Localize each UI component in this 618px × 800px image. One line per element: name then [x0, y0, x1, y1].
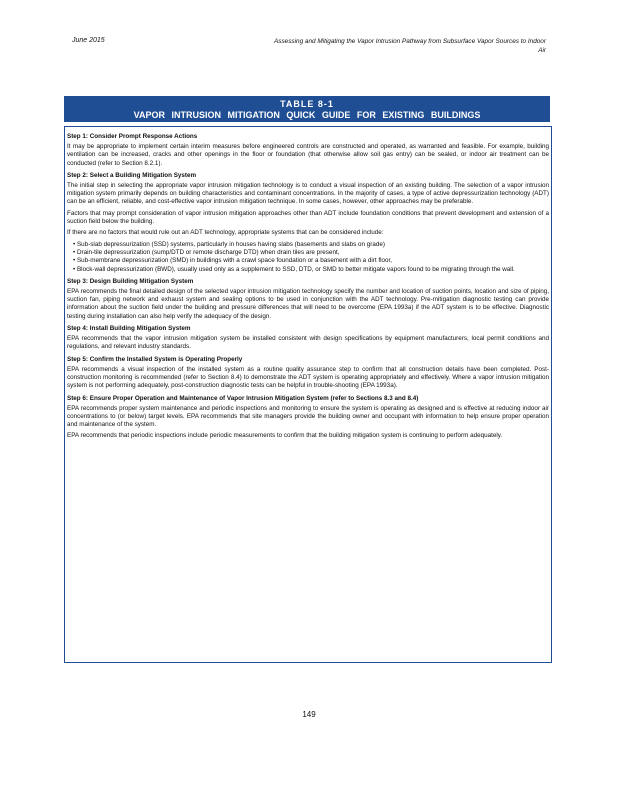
table-title-bar [64, 96, 550, 122]
list-item: • Block-wall depressurization (BWD), usually used only as a supplement to SSD, DTD, or SMD to better mitigate vapors found to be migrating through the wall. [73, 266, 549, 274]
step-5-paragraph: EPA recommends a visual inspection of the installed system as a routine quality assurance step to confirm that all construction details have been completed. Post-construction monitoring is recommended (refer to Section 8.4) to demonstrate the ADT system is operating appropriately and effectively. Where a vapor intrusion mitigation system is not performing adequately, post-construction diagnostic tests can be helpful in trouble-shooting (EPA 1993a). [67, 365, 549, 390]
list-item: • Sub-slab depressurization (SSD) systems, particularly in houses having slabs (basements and slabs on grade) [73, 241, 549, 249]
table-title: VAPOR INTRUSION MITIGATION QUICK GUIDE FOR EXISTING BUILDINGS [133, 110, 481, 120]
page-number: 149 [302, 710, 316, 719]
step-1-heading: Step 1: Consider Prompt Response Actions [67, 133, 198, 140]
step-4-paragraph: EPA recommends that the vapor intrusion mitigation system be installed consistent with design specifications by equipment manufacturers, local permit conditions and regulations, and relevant industry standards. [67, 335, 549, 351]
step-3-heading: Step 3: Design Building Mitigation System [67, 277, 194, 285]
step-6-paragraph-2: EPA recommends that periodic inspections include periodic measurements to confirm that the building mitigation system is continuing to perform adequately. [67, 432, 503, 440]
adt-systems-list [67, 241, 549, 274]
step-6-heading: Step 6: Ensure Proper Operation and Maintenance of Vapor Intrusion Mitigation System (refer to Sections 8.3 and 8.4) [67, 394, 419, 402]
step-3-paragraph: EPA recommends the final detailed design of the selected vapor intrusion mitigation technology specify the number and location of suction points, location and size of piping, suction fan, piping network and exhaust system and sealing options to be used in conjunction with the ADT technology. Pre-mitigation diagnostic testing can provide information about the suction field under the building and pressure differences that will need to be overcome (EPA 1993a) if the ADT system is to be effective. Diagnostic testing during installation can also help verify the adequacy of the design. [67, 287, 549, 320]
header-date: June 2015 [72, 37, 105, 44]
step-4-heading: Step 4: Install Building Mitigation System [67, 325, 191, 333]
step-2-paragraph-1: The initial step in selecting the appropriate vapor intrusion mitigation technology is to conduct a visual inspection of an existing building. The selection of a vapor intrusion mitigation system primarily depends on building characteristics and contaminant concentrations. In the majority of cases, a type of active depressurization technology (ADT) can be an efficient, reliable, and cost-effective vapor intrusion mitigation technique. In some cases, however, other approaches may be preferable. [67, 181, 549, 206]
step-2-heading: Step 2: Select a Building Mitigation System [67, 171, 197, 179]
list-item: • Sub-membrane depressurization (SMD) in buildings with a crawl space foundation or a basement with a dirt floor, [73, 257, 549, 265]
table-content [64, 126, 552, 663]
step-2-paragraph-2: Factors that may prompt consideration of vapor intrusion mitigation approaches other than ADT include foundation conditions that prevent development and extension of a suction field below the building. [67, 209, 549, 226]
list-item: • Drain-tile depressurization (sump/DTD or remote discharge DTD) when drain tiles are present, [73, 249, 549, 257]
quick-guide-table [64, 96, 550, 662]
step-6-paragraph-1: EPA recommends proper system maintenance and periodic inspections and monitoring to ensure the system is operating as designed and is effective at reducing indoor air concentrations to (or below) target levels. EPA recommends that site managers provide the building owner and occupant with information to help ensure proper operation and maintenance of the system. [67, 404, 549, 429]
step-1-paragraph: It may be appropriate to implement certain interim measures before engineered controls are constructed and operated, as warranted and feasible. For example, building ventilation can be increased, cracks and other openings in the floor or foundation (that otherwise allow soil gas entry) can be sealed, or indoor air treatment can be conducted (refer to Section 8.2.1). [67, 143, 549, 167]
header-document-title: Assessing and Mitigating the Vapor Intrusion Pathway from Subsurface Vapor Sources to Indoor Air [274, 38, 546, 54]
table-number: TABLE 8-1 [280, 99, 334, 109]
step-2-paragraph-3: If there are no factors that would rule out an ADT technology, appropriate systems that can be considered include: [67, 229, 384, 237]
step-5-heading: Step 5: Confirm the Installed System is Operating Properly [67, 355, 243, 363]
